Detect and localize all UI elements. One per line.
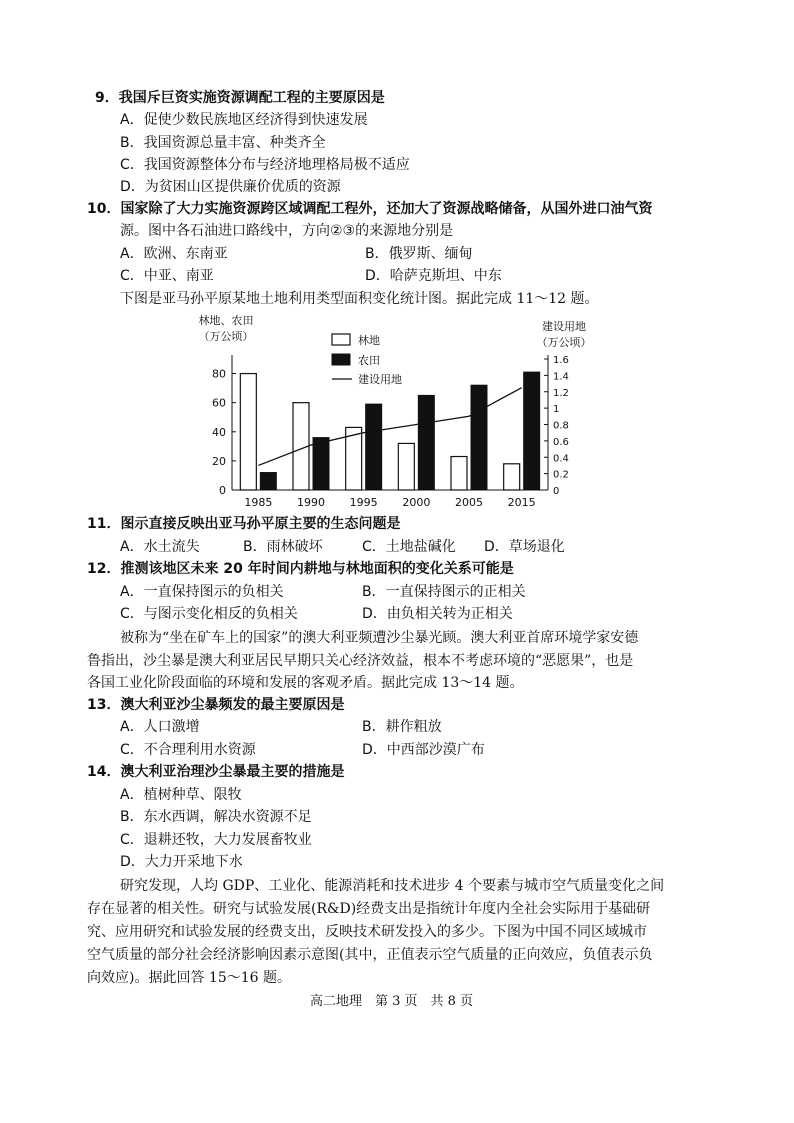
left-axis-title: 林地、农田 [198, 314, 254, 327]
right-tick-label: 0.2 [553, 469, 569, 481]
q14-stem: 14．澳大利亚治理沙尘暴最主要的措施是 [87, 764, 345, 780]
legend-forest-label: 林地 [358, 334, 380, 347]
q12-stem: 12．推测该地区未来 20 年时间内耕地与林地面积的变化关系可能是 [87, 561, 514, 577]
bar-forest [240, 374, 256, 490]
q13-option-c: C．不合理利用水资源 [120, 742, 256, 758]
intro-15-16-line2: 存在显著的相关性。研究与试验发展(R&D)经费支出是指统计年度内全社会实际用于基础研 [87, 901, 651, 917]
left-tick-label: 60 [212, 396, 226, 410]
q10-option-d: D．哈萨克斯坦、中东 [365, 268, 502, 284]
right-tick-label: 0.4 [553, 453, 569, 465]
q10-option-a: A．欧洲、东南亚 [120, 246, 228, 262]
q13-option-a: A．人口激增 [120, 719, 200, 735]
bar-forest [398, 443, 414, 490]
land-use-chart [196, 312, 606, 512]
intro-15-16-line4: 空气质量的部分社会经济影响因素示意图(其中，正值表示空气质量的正向效应，负值表示负 [87, 947, 653, 963]
intro-15-16-line1: 研究发现，人均 GDP、工业化、能源消耗和技术进步 4 个要素与城市空气质量变化之间 [120, 878, 665, 894]
left-tick-label: 40 [212, 425, 226, 439]
bar-farmland [524, 372, 540, 490]
bar-farmland [418, 395, 434, 490]
bar-farmland [313, 438, 329, 490]
right-tick-label: 1.4 [553, 371, 569, 383]
q14-option-d: D．大力开采地下水 [120, 854, 243, 870]
q11-option-b: B．雨林破坏 [243, 539, 323, 555]
intro-13-14-line2: 鲁指出，沙尘暴是澳大利亚居民早期只关心经济效益，根本不考虑环境的“恶愿果”，也是 [87, 653, 634, 669]
right-tick-label: 0.8 [553, 420, 569, 432]
legend-farmland-label: 农田 [358, 354, 380, 367]
q9-stem: 9．我国斥巨资实施资源调配工程的主要原因是 [95, 90, 385, 106]
q9-option-c: C．我国资源整体分布与经济地理格局极不适应 [120, 157, 410, 173]
x-tick-label: 2005 [455, 496, 483, 509]
q10-stem-line1: 10．国家除了大力实施资源跨区域调配工程外，还加大了资源战略储备，从国外进口油气资 [87, 201, 653, 217]
q13-option-b: B．耕作粗放 [362, 719, 442, 735]
q14-option-b: B．东水西调，解决水资源不足 [120, 809, 312, 825]
q12-option-c: C．与图示变化相反的负相关 [120, 606, 298, 622]
q12-option-a: A．一直保持图示的负相关 [120, 584, 284, 600]
right-tick-label: 0.6 [553, 436, 569, 448]
legend-farmland-swatch [332, 354, 350, 365]
intro-11-12: 下图是亚马孙平原某地土地利用类型面积变化统计图。据此完成 11～12 题。 [120, 291, 599, 307]
q11-option-c: C．土地盐碱化 [362, 539, 456, 555]
q10-option-b: B．俄罗斯、缅甸 [365, 246, 473, 262]
right-axis-unit: （万公顷） [536, 336, 592, 349]
intro-13-14-line3: 各国工业化阶段面临的环境和发展的客观矛盾。据此完成 13～14 题。 [87, 675, 524, 691]
q12-option-d: D．由负相关转为正相关 [362, 606, 513, 622]
left-tick-label: 0 [219, 484, 226, 497]
q12-option-b: B．一直保持图示的正相关 [362, 584, 526, 600]
q9-option-a: A．促使少数民族地区经济得到快速发展 [120, 112, 368, 128]
bar-farmland [471, 385, 487, 490]
page-footer: 高二地理 第 3 页 共 8 页 [310, 994, 474, 1009]
right-axis-title: 建设用地 [542, 320, 586, 333]
x-tick-label: 2000 [402, 496, 431, 509]
legend-construction-label: 建设用地 [358, 373, 402, 386]
q9-option-b: B．我国资源总量丰富、种类齐全 [120, 135, 326, 151]
intro-13-14-line1: 被称为“坐在矿车上的国家”的澳大利亚频遭沙尘暴光顾。澳大利亚首席环境学家安德 [120, 630, 639, 646]
intro-15-16-line3: 究、应用研究和试验发展的经费支出，反映技术研发投入的多少。下图为中国不同区域城市 [87, 924, 647, 940]
q11-option-d: D．草场退化 [484, 539, 565, 555]
right-tick-label: 1.6 [553, 355, 569, 366]
bar-forest [504, 464, 520, 490]
bar-farmland [260, 473, 276, 490]
right-tick-label: 1 [553, 404, 560, 416]
bar-farmland [366, 404, 382, 490]
intro-15-16-line5: 向效应)。据此回答 15～16 题。 [87, 970, 291, 986]
q13-option-d: D．中西部沙漠广布 [362, 742, 485, 758]
q11-option-a: A．水土流失 [120, 539, 200, 555]
q11-stem: 11．图示直接反映出亚马孙平原主要的生态问题是 [87, 516, 401, 532]
q10-option-c: C．中亚、南亚 [120, 268, 214, 284]
x-tick-label: 1995 [349, 496, 378, 509]
q9-option-d: D．为贫困山区提供廉价优质的资源 [120, 179, 341, 195]
right-tick-label: 0 [553, 486, 560, 497]
q13-stem: 13．澳大利亚沙尘暴频发的最主要原因是 [87, 697, 345, 713]
q14-option-c: C．退耕还牧，大力发展畜牧业 [120, 832, 312, 848]
q14-option-a: A．植树种草、限牧 [120, 787, 242, 803]
right-tick-label: 1.2 [553, 387, 569, 399]
left-tick-label: 20 [212, 454, 226, 468]
x-tick-label: 1985 [244, 496, 273, 509]
x-tick-label: 2015 [507, 496, 536, 509]
left-tick-label: 80 [212, 367, 226, 381]
legend-forest-swatch [332, 334, 350, 345]
left-axis-unit: （万公顷） [198, 330, 254, 343]
x-tick-label: 1990 [297, 496, 325, 509]
q10-stem-line2: 源。图中各石油进口路线中，方向②③的来源地分别是 [120, 223, 454, 239]
bar-forest [451, 457, 467, 490]
